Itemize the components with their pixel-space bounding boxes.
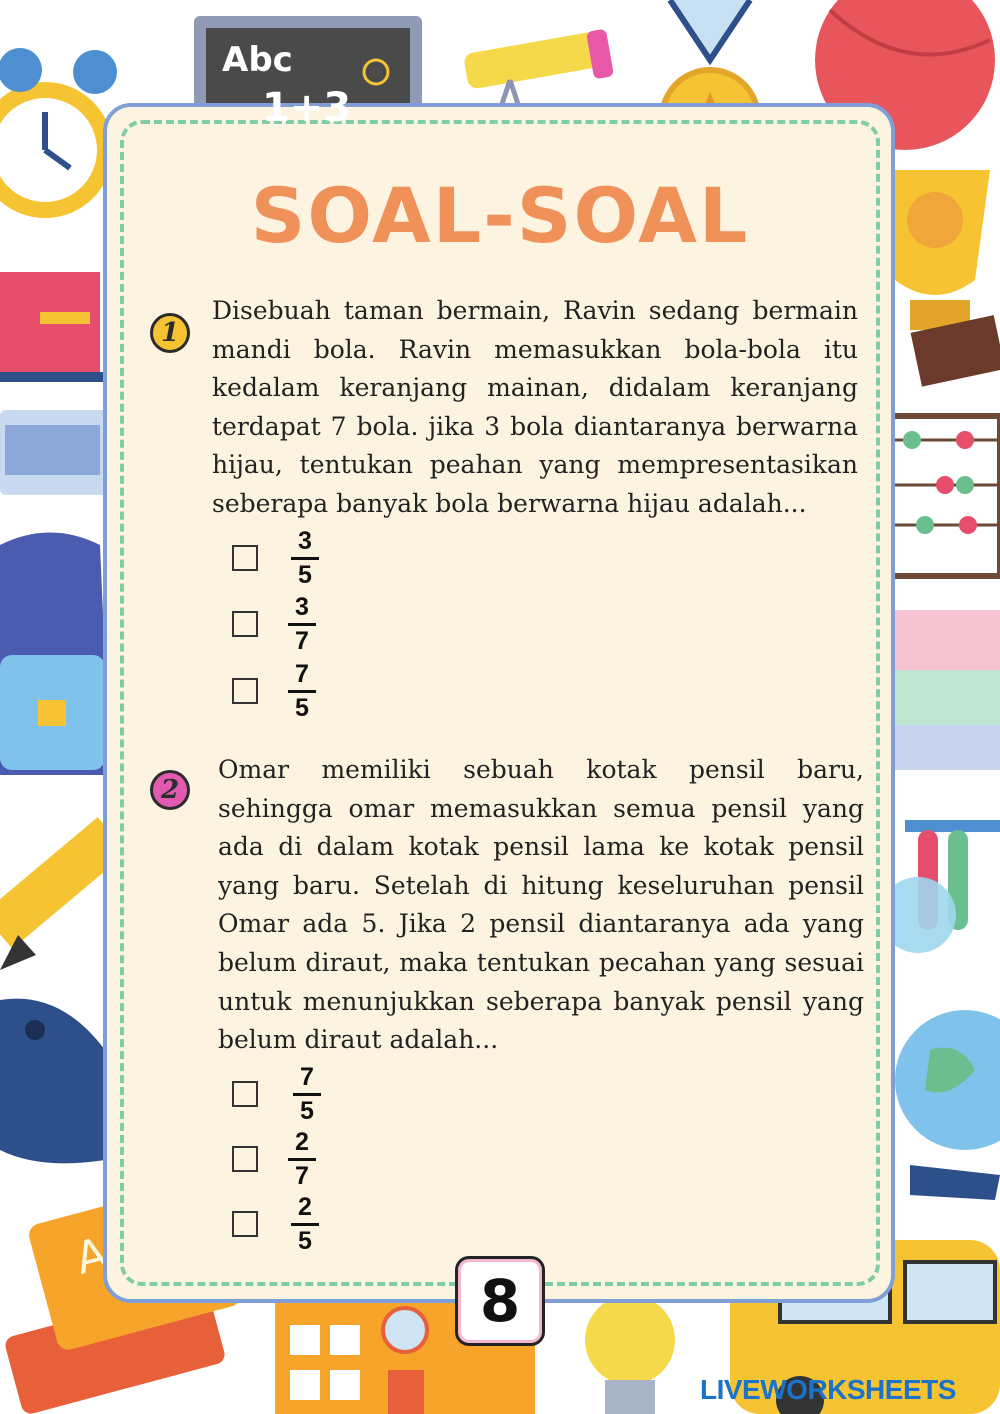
question-number-badge: 2	[150, 770, 190, 810]
graduation-cap-icon	[0, 999, 105, 1164]
fraction-bar	[291, 1223, 319, 1226]
fraction	[287, 1064, 327, 1125]
answer-option[interactable]	[232, 594, 352, 654]
fraction-denominator: 5	[295, 694, 309, 722]
page-title: SOAL-SOAL	[250, 171, 750, 260]
page-number-badge: 8	[455, 1256, 545, 1346]
fraction	[282, 1129, 322, 1190]
answer-checkbox[interactable]	[232, 1146, 258, 1172]
fraction-numerator: 2	[298, 1193, 312, 1221]
answer-option[interactable]	[232, 661, 352, 721]
fraction	[285, 1194, 325, 1255]
answer-checkbox[interactable]	[232, 678, 258, 704]
answer-checkbox[interactable]	[232, 1211, 258, 1237]
fraction-bar	[293, 1093, 321, 1096]
fraction	[282, 661, 322, 722]
question-text: Omar memiliki sebuah kotak pensil baru, sehingga omar memasukkan semua pensil yang ada di dalam kotak pensil lama ke kotak pensil yang baru. Setelah di hitung keseluruhan pensil Omar ada 5. Jika 2 pensil diantaranya ada yang belum diraut, maka tentukan pecahan yang sesuai untuk menunjukkan seberapa banyak pensil yang belum diraut adalah...	[218, 755, 864, 1055]
trophy-icon	[880, 170, 1000, 387]
backpack-icon	[0, 533, 110, 776]
fraction-denominator: 7	[295, 627, 309, 655]
fraction-denominator: 5	[300, 1097, 314, 1125]
fraction-numerator: 3	[295, 593, 309, 621]
chalkboard-text-line2: 1+3	[262, 85, 352, 131]
liveworksheets-watermark[interactable]: LIVEWORKSHEETS	[700, 1374, 956, 1405]
alarm-clock-icon	[0, 48, 117, 218]
question-number-badge: 1	[150, 313, 190, 353]
answer-checkbox[interactable]	[232, 1081, 258, 1107]
fraction-denominator: 5	[298, 1227, 312, 1255]
globe-icon	[895, 1010, 1000, 1200]
answer-option[interactable]	[232, 528, 352, 588]
answer-checkbox[interactable]	[232, 545, 258, 571]
book-icon	[0, 272, 110, 382]
fraction-bar	[288, 690, 316, 693]
question-text: Disebuah taman bermain, Ravin sedang bermain mandi bola. Ravin memasukkan bola-bola itu kedalam keranjang mainan, didalam keranjang terdapat 7 bola. jika 3 bola diantaranya berwarna hijau, tentukan peahan yang mempresentasikan seberapa banyak bola berwarna hijau adalah...	[212, 296, 858, 518]
fraction	[282, 594, 322, 655]
answer-option[interactable]	[232, 1194, 352, 1254]
fraction	[285, 528, 325, 589]
answer-option[interactable]	[232, 1129, 352, 1189]
fraction-numerator: 7	[300, 1063, 314, 1091]
fraction-numerator: 7	[295, 660, 309, 688]
answer-option[interactable]	[232, 1064, 352, 1124]
fraction-denominator: 5	[298, 561, 312, 589]
fraction-numerator: 3	[298, 527, 312, 555]
fraction-bar	[291, 557, 319, 560]
test-tubes-icon	[880, 820, 1000, 953]
fraction-bar	[288, 1158, 316, 1161]
abacus-icon	[888, 416, 1000, 576]
answer-checkbox[interactable]	[232, 611, 258, 637]
fraction-numerator: 2	[295, 1128, 309, 1156]
stacked-books-icon	[890, 610, 1000, 770]
keyboard-icon	[0, 410, 110, 495]
chalkboard-text-line1: Abc	[222, 40, 293, 80]
light-bulb-icon	[585, 1295, 675, 1414]
fraction-denominator: 7	[295, 1162, 309, 1190]
fraction-bar	[288, 623, 316, 626]
